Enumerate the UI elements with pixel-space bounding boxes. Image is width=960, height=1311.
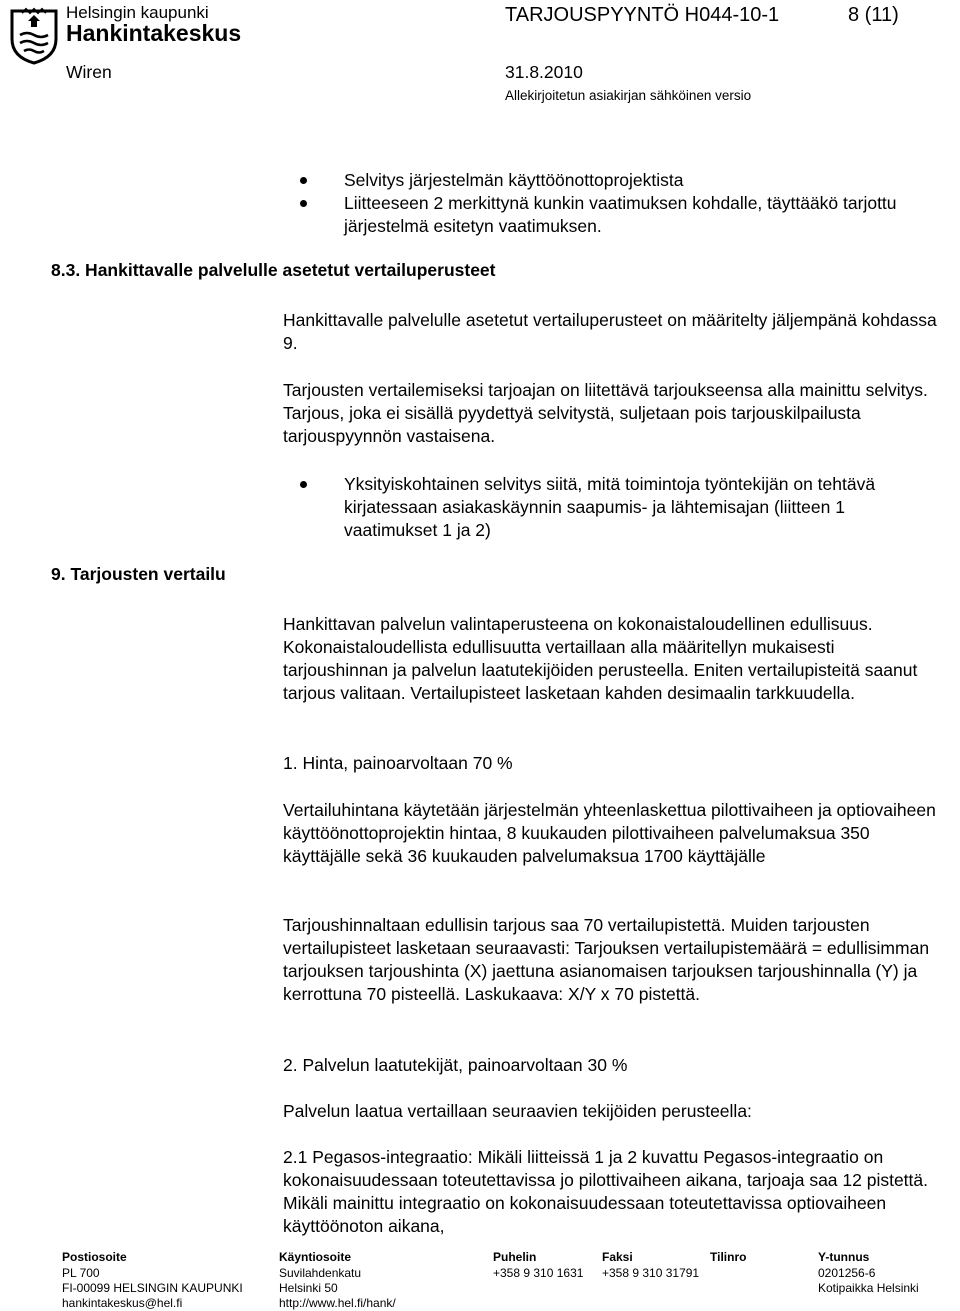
requirements-list bbox=[300, 169, 940, 238]
list-item: Liitteeseen 2 merkittynä kunkin vaatimuksen kohdalle, täyttääkö tarjottu järjestelmä esitetyn vaatimuksen. bbox=[300, 192, 940, 238]
section-8-3-heading: 8.3. Hankittavalle palvelulle asetetut vertailuperusteet bbox=[51, 260, 496, 280]
bullet-icon bbox=[300, 177, 307, 184]
author: Wiren bbox=[66, 62, 112, 82]
document-date: 31.8.2010 bbox=[505, 62, 583, 82]
footer-ytunnus: 0201256-6 Kotipaikka Helsinki bbox=[818, 1266, 919, 1295]
list-item: Selvitys järjestelmän käyttöönottoprojektista bbox=[300, 169, 940, 192]
org-unit: Hankintakeskus bbox=[66, 20, 242, 46]
esign-note: Allekirjoitetun asiakirjan sähköinen versio bbox=[505, 88, 752, 103]
criterion-2-heading: 2. Palvelun laatutekijät, painoarvoltaan 30 % bbox=[283, 1055, 628, 1075]
footer-kayntiosoite: Suvilahdenkatu Helsinki 50 http://www.hel.fi/hank/ bbox=[279, 1266, 396, 1310]
footer-tilinro-head: Tilinro bbox=[710, 1250, 747, 1264]
section-9-paragraph-1: Hankittavan palvelun valintaperusteena on kokonaistaloudellinen edullisuus. Kokonaistaloudellista edullisuutta vertaillaan alla määritellyn mukaisesti tarjoushinnan ja palvelun laatutekijöiden perusteella. Eniten vertailupisteitä saanut tarjous valitaan. Vertailupisteet lasketaan kahden desimaalin tarkkuudella. bbox=[283, 614, 918, 703]
footer-email-link[interactable]: hankintakeskus@hel.fi bbox=[62, 1296, 183, 1310]
footer-postiosoite: PL 700 FI-00099 HELSINGIN KAUPUNKI hankintakeskus@hel.fi bbox=[62, 1266, 243, 1310]
criterion-1-heading: 1. Hinta, painoarvoltaan 70 % bbox=[283, 753, 513, 773]
footer-kayntiosoite-head: Käyntiosoite bbox=[279, 1250, 352, 1264]
selvitys-list bbox=[300, 473, 940, 542]
section-8-3-paragraph-2: Tarjousten vertailemiseksi tarjoajan on liitettävä tarjoukseensa alla mainittu selvitys. Tarjous, joka ei sisällä pyydettyä selvitystä, suljetaan pois tarjouskilpailusta tarjouspyynnön vastaisena. bbox=[283, 380, 928, 446]
page-number: 8 (11) bbox=[848, 4, 899, 26]
section-9-paragraph-4: Palvelun laatua vertaillaan seuraavien tekijöiden perusteella: bbox=[283, 1101, 752, 1121]
section-9-paragraph-2: Vertailuhintana käytetään järjestelmän yhteenlaskettua pilottivaiheen ja optiovaiheen käyttöönottoprojektin hintaa, 8 kuukauden pilottivaiheen palvelumaksua 350 käyttäjälle sekä 36 kuukauden palvelumaksua 1700 käyttäjälle bbox=[283, 800, 936, 866]
footer-puhelin: +358 9 310 1631 bbox=[493, 1266, 584, 1280]
section-9-heading: 9. Tarjousten vertailu bbox=[51, 564, 226, 584]
footer-ytunnus-head: Y-tunnus bbox=[818, 1250, 870, 1264]
footer-website-link[interactable]: http://www.hel.fi/hank/ bbox=[279, 1296, 396, 1310]
footer-faksi: +358 9 310 31791 bbox=[602, 1266, 700, 1280]
section-9-paragraph-5: 2.1 Pegasos-integraatio: Mikäli liitteissä 1 ja 2 kuvattu Pegasos-integraatio on kokonaisuudessaan toteutettavissa jo pilottivaiheen aikana, tarjoaja saa 12 pistettä. Mikäli mainittu integraatio on kokonaisuudessaan toteutettavissa optiovaiheen käyttöönoton aikana, bbox=[283, 1147, 929, 1236]
section-9-paragraph-3: Tarjoushinnaltaan edullisin tarjous saa 70 vertailupistettä. Muiden tarjousten vertailupisteet lasketaan seuraavasti: Tarjouksen vertailupistemäärä = edullisimman tarjouksen tarjoushinta (X) jaettuna asianomaisen tarjouksen tarjoushinnalla (Y) ja kerrottuna 70 pisteellä. Laskukaava: X/Y x 70 pistettä. bbox=[283, 915, 930, 1004]
document-title: TARJOUSPYYNTÖ H044-10-1 bbox=[505, 4, 780, 26]
bullet-icon bbox=[300, 481, 307, 488]
footer-postiosoite-head: Postiosoite bbox=[62, 1250, 127, 1264]
list-item: Yksityiskohtainen selvitys siitä, mitä toimintoja työntekijän on tehtävä kirjatessaan asiakaskäynnin saapumis- ja lähtemisajan (liitteen 1 vaatimukset 1 ja 2) bbox=[300, 473, 940, 542]
bullet-icon bbox=[300, 200, 307, 207]
section-8-3-paragraph-1: Hankittavalle palvelulle asetetut vertailuperusteet on määritelty jäljempänä kohdassa 9. bbox=[283, 310, 937, 353]
helsinki-crest-logo bbox=[8, 5, 60, 65]
footer-puhelin-head: Puhelin bbox=[493, 1250, 537, 1264]
footer-faksi-head: Faksi bbox=[602, 1250, 633, 1264]
org-name: Helsingin kaupunki bbox=[66, 3, 209, 22]
